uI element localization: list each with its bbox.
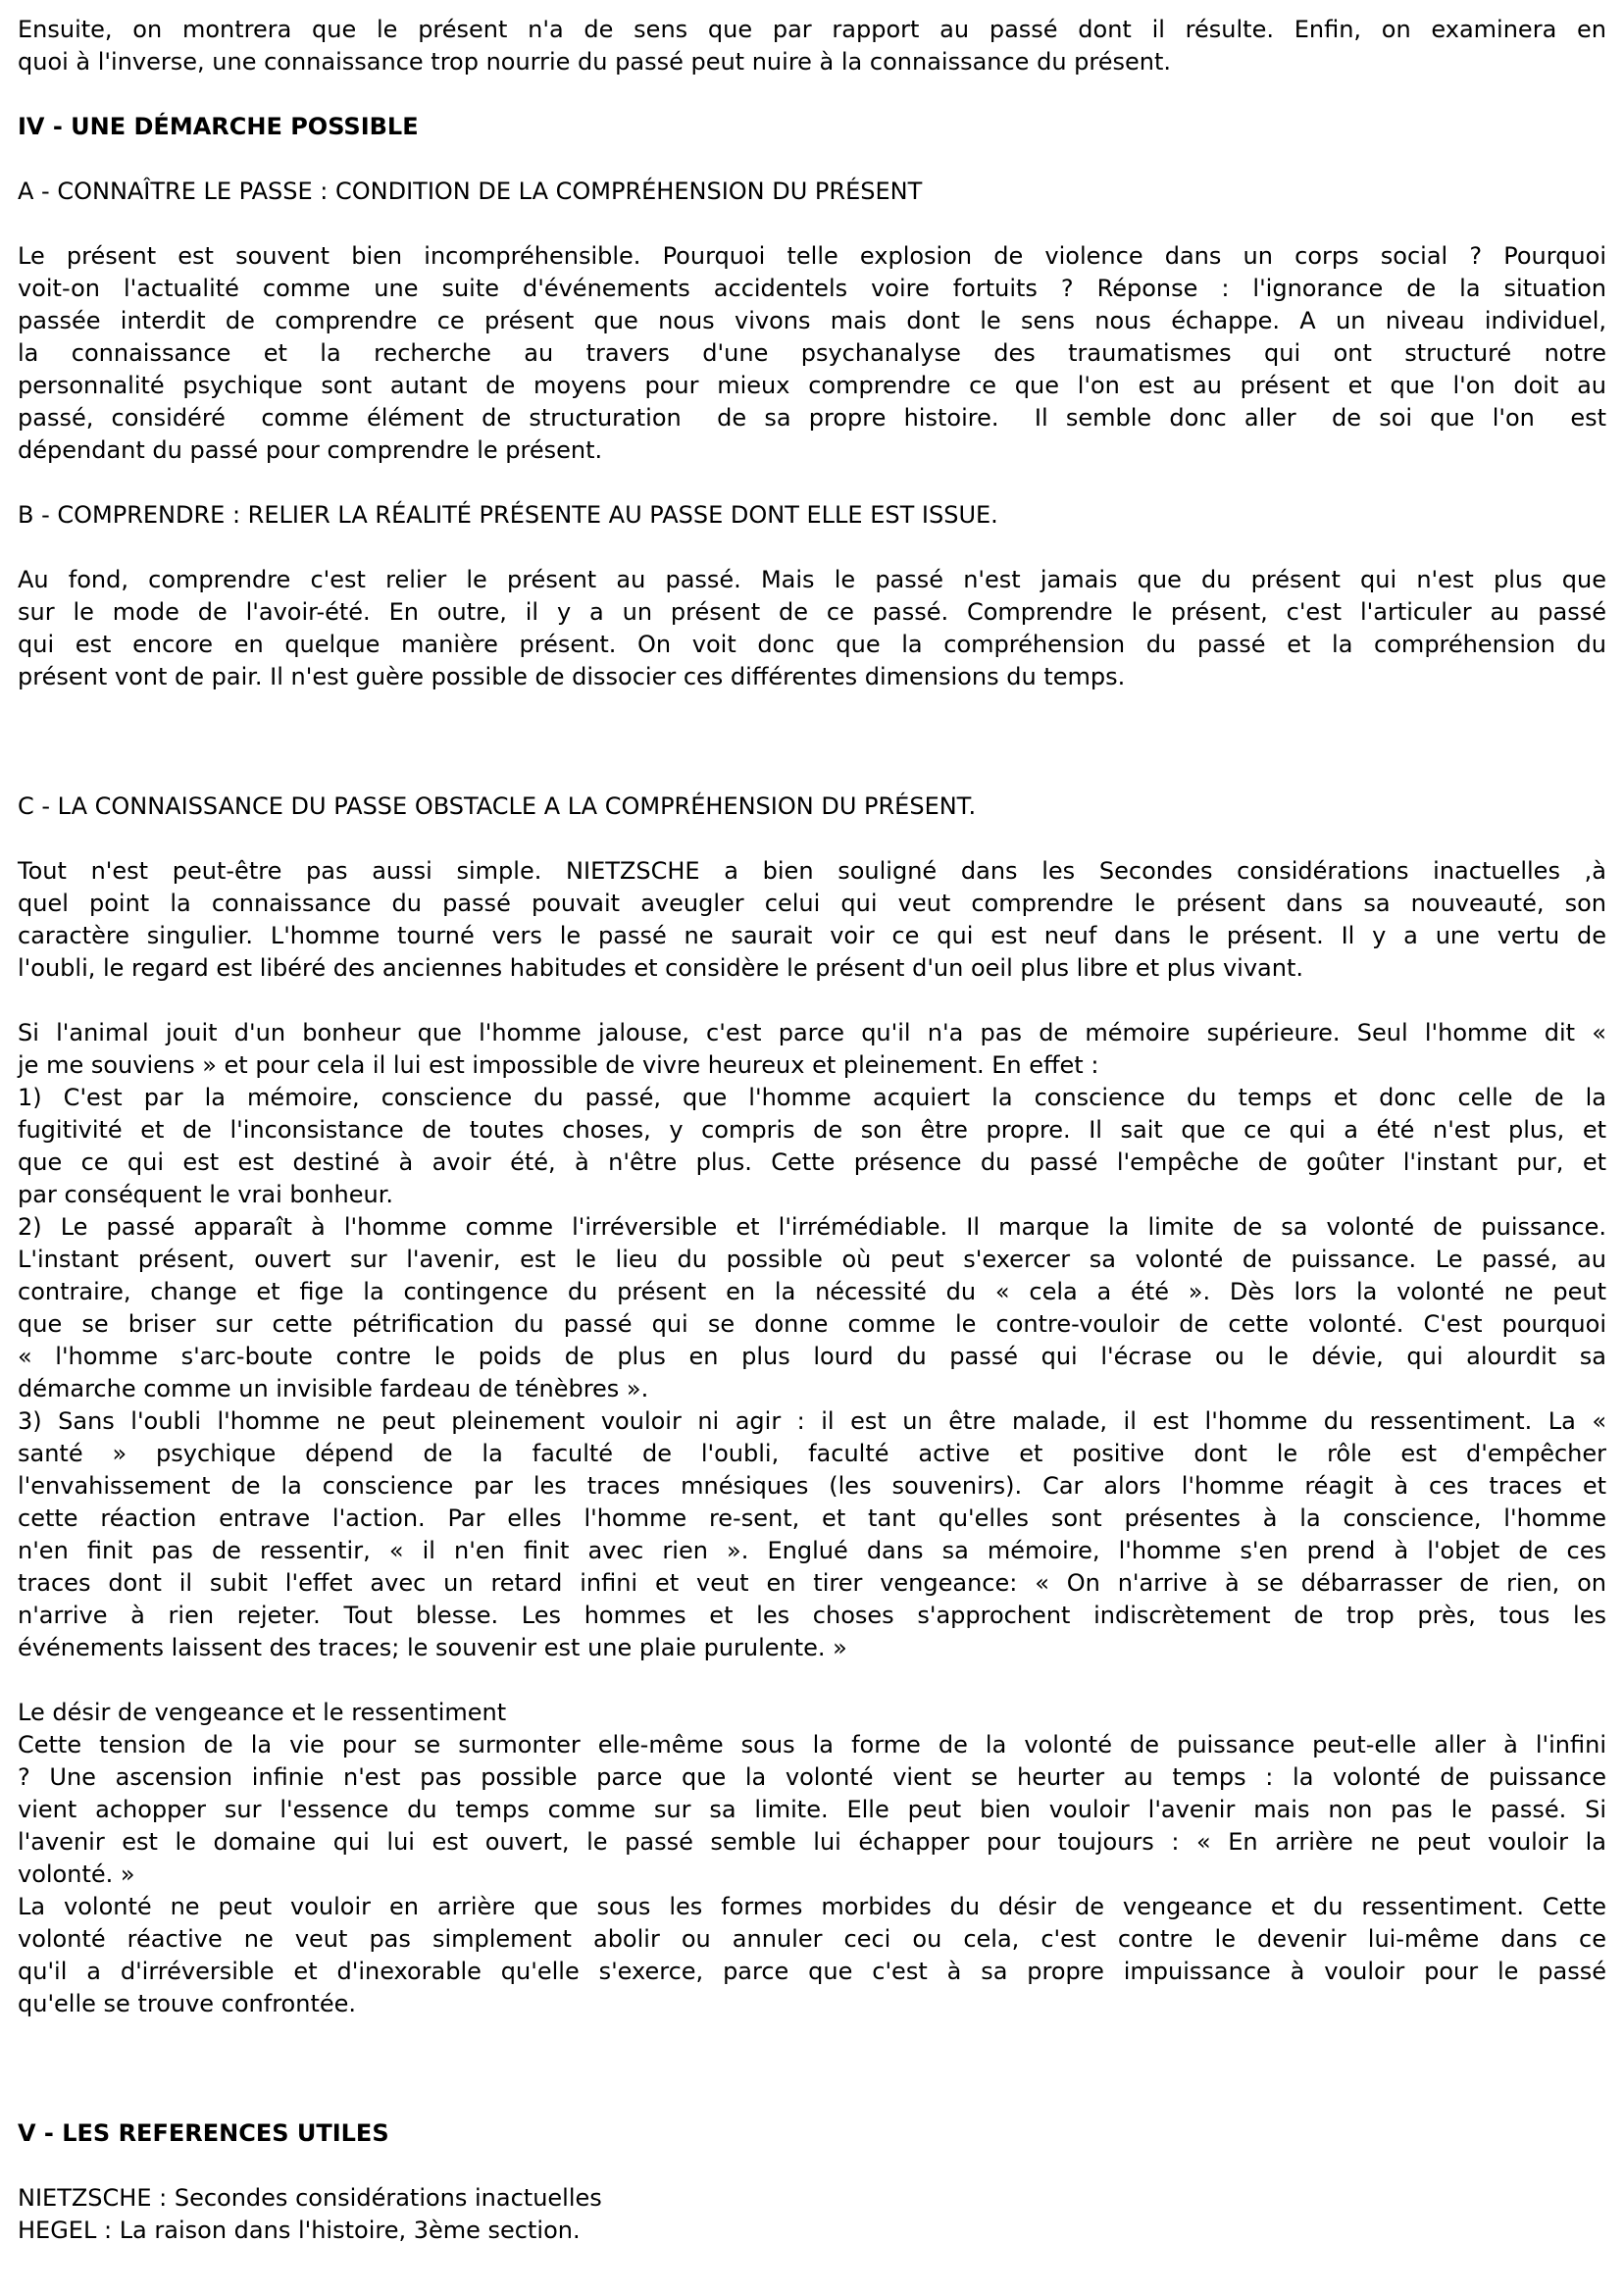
text-line: 2) Le passé apparaît à l'homme comme l'irréversible et l'irrémédiable. Il marque la limite de sa volonté de puissance. bbox=[18, 1213, 1606, 1241]
paragraph bbox=[18, 240, 1606, 467]
text-line: ? Une ascension infinie n'est pas possible parce que la volonté vient se heurter au temps : la volonté de puissance bbox=[18, 1763, 1606, 1791]
text-line: l'envahissement de la conscience par les traces mnésiques (les souvenirs). Car alors l'homme réagit à ces traces et bbox=[18, 1472, 1606, 1500]
text-line: sur le mode de l'avoir-été. En outre, il y a un présent de ce passé. Comprendre le présent, c'est l'articuler au passé bbox=[18, 598, 1606, 626]
text-line: l'avenir est le domaine qui lui est ouvert, le passé semble lui échapper pour toujours : « En arrière ne peut vouloir la bbox=[18, 1828, 1606, 1856]
reference-item: HEGEL : La raison dans l'histoire, 3ème section. bbox=[18, 2217, 581, 2244]
text-line: caractère singulier. L'homme tourné vers le passé ne saurait voir ce qui est neuf dans le présent. Il y a une vertu de bbox=[18, 922, 1606, 949]
text-line: l'oubli, le regard est libéré des anciennes habitudes et considère le présent d'un oeil plus libre et plus vivant. bbox=[18, 954, 1304, 982]
text-line: qu'elle se trouve confrontée. bbox=[18, 1990, 357, 2017]
text-line: par conséquent le vrai bonheur. bbox=[18, 1181, 394, 1208]
text-line: cette réaction entrave l'action. Par elles l'homme re-sent, et tant qu'elles sont présentes à la conscience, l'homme bbox=[18, 1504, 1606, 1532]
text-line: événements laissent des traces; le souvenir est une plaie purulente. » bbox=[18, 1634, 847, 1661]
text-line: La volonté ne peut vouloir en arrière que sous les formes morbides du désir de vengeance et du ressentiment. Cette bbox=[18, 1893, 1606, 1920]
text-line: n'arrive à rien rejeter. Tout blesse. Les hommes et les choses s'approchent indiscrètement de trop près, tous les bbox=[18, 1602, 1606, 1629]
text-line: contraire, change et fige la contingence du présent en la nécessité du « cela a été ». Dès lors la volonté ne peut bbox=[18, 1278, 1606, 1305]
text-line: passée interdit de comprendre ce présent que nous vivons mais dont le sens nous échappe. A un niveau individuel, bbox=[18, 307, 1606, 334]
text-line: 1) C'est par la mémoire, conscience du passé, que l'homme acquiert la conscience du temps et donc celle de la bbox=[18, 1084, 1606, 1111]
text-line: volonté réactive ne veut pas simplement abolir ou annuler ceci ou cela, c'est contre le devenir lui-même dans ce bbox=[18, 1925, 1606, 1953]
text-line: présent vont de pair. Il n'est guère possible de dissocier ces différentes dimensions du temps. bbox=[18, 663, 1126, 690]
paragraph bbox=[18, 1017, 1606, 1664]
reference-list bbox=[18, 2182, 1606, 2247]
text-line: dépendant du passé pour comprendre le présent. bbox=[18, 436, 603, 464]
text-line: Cette tension de la vie pour se surmonter elle-même sous la forme de la volonté de puissance peut-elle aller à l'infini bbox=[18, 1731, 1606, 1759]
paragraph bbox=[18, 564, 1606, 693]
text-line: Le présent est souvent bien incompréhensible. Pourquoi telle explosion de violence dans un corps social ? Pourquoi bbox=[18, 242, 1606, 270]
text-line: la connaissance et la recherche au travers d'une psychanalyse des traumatismes qui ont structuré notre bbox=[18, 339, 1606, 367]
text-line: que se briser sur cette pétrification du passé qui se donne comme le contre-vouloir de cette volonté. C'est pourquoi bbox=[18, 1310, 1606, 1338]
text-line: personnalité psychique sont autant de moyens pour mieux comprendre ce que l'on est au présent et que l'on doit au bbox=[18, 372, 1606, 399]
text-line: voit-on l'actualité comme une suite d'événements accidentels voire fortuits ? Réponse : l'ignorance de la situation bbox=[18, 275, 1606, 302]
text-line: traces dont il subit l'effet avec un retard infini et veut en tirer vengeance: « On n'arrive à se débarrasser de rien, on bbox=[18, 1569, 1606, 1597]
text-line: qui est encore en quelque manière présent. On voit donc que la compréhension du passé et la compréhension du bbox=[18, 631, 1606, 658]
section-title: V - LES REFERENCES UTILES bbox=[18, 2119, 389, 2147]
text-line: Si l'animal jouit d'un bonheur que l'homme jalouse, c'est parce qu'il n'a pas de mémoire supérieure. Seul l'homme dit « bbox=[18, 1019, 1606, 1046]
text-line: Au fond, comprendre c'est relier le présent au passé. Mais le passé n'est jamais que du présent qui n'est plus que bbox=[18, 566, 1606, 593]
text-line: je me souviens » et pour cela il lui est impossible de vivre heureux et pleinement. En effet : bbox=[18, 1051, 1099, 1079]
paragraph bbox=[18, 1697, 1606, 2020]
text-line: Tout n'est peut-être pas aussi simple. NIETZSCHE a bien souligné dans les Secondes considérations inactuelles ,à bbox=[18, 857, 1606, 885]
subsection-heading: A - CONNAÎTRE LE PASSE : CONDITION DE LA COMPRÉHENSION DU PRÉSENT bbox=[18, 178, 923, 205]
text-line: Le désir de vengeance et le ressentiment bbox=[18, 1699, 507, 1726]
text-line: démarche comme un invisible fardeau de ténèbres ». bbox=[18, 1375, 649, 1402]
text-line: quoi à l'inverse, une connaissance trop nourrie du passé peut nuire à la connaissance du présent. bbox=[18, 48, 1172, 76]
text-line: « l'homme s'arc-boute contre le poids de plus en plus lourd du passé qui l'écrase ou le dévie, qui alourdit sa bbox=[18, 1343, 1606, 1370]
text-line: quel point la connaissance du passé pouvait aveugler celui qui veut comprendre le présent dans sa nouveauté, son bbox=[18, 890, 1606, 917]
text-line: qu'il a d'irréversible et d'inexorable qu'elle s'exerce, parce que c'est à sa propre impuissance à vouloir pour le passé bbox=[18, 1958, 1606, 1985]
text-line: fugitivité et de l'inconsistance de toutes choses, y compris de son être propre. Il sait que ce qui a été n'est plus, et bbox=[18, 1116, 1606, 1144]
paragraph bbox=[18, 855, 1606, 985]
text-line: 3) Sans l'oubli l'homme ne peut pleinement vouloir ni agir : il est un être malade, il est l'homme du ressentiment. La « bbox=[18, 1407, 1606, 1435]
text-line: n'en finit pas de ressentir, « il n'en finit avec rien ». Englué dans sa mémoire, l'homme s'en prend à l'objet de ces bbox=[18, 1537, 1606, 1564]
text-line: volonté. » bbox=[18, 1861, 135, 1888]
text-line: passé, considéré comme élément de structuration de sa propre histoire. Il semble donc aller de soi que l'on est bbox=[18, 404, 1606, 432]
text-line: L'instant présent, ouvert sur l'avenir, est le lieu du possible où peut s'exercer sa volonté de puissance. Le passé, au bbox=[18, 1246, 1606, 1273]
subsection-heading: B - COMPRENDRE : RELIER LA RÉALITÉ PRÉSENTE AU PASSE DONT ELLE EST ISSUE. bbox=[18, 501, 998, 529]
text-line: vient achopper sur l'essence du temps comme sur sa limite. Elle peut bien vouloir l'avenir mais non pas le passé. Si bbox=[18, 1796, 1606, 1823]
text-line: santé » psychique dépend de la faculté de l'oubli, faculté active et positive dont le rôle est d'empêcher bbox=[18, 1440, 1606, 1467]
text-line: que ce qui est est destiné à avoir été, à n'être plus. Cette présence du passé l'empêche de goûter l'instant pur, et bbox=[18, 1148, 1606, 1176]
reference-item: NIETZSCHE : Secondes considérations inactuelles bbox=[18, 2184, 602, 2212]
text-line: Ensuite, on montrera que le présent n'a de sens que par rapport au passé dont il résulte. Enfin, on examinera en bbox=[18, 16, 1606, 43]
subsection-heading: C - LA CONNAISSANCE DU PASSE OBSTACLE A LA COMPRÉHENSION DU PRÉSENT. bbox=[18, 792, 977, 820]
section-title: IV - UNE DÉMARCHE POSSIBLE bbox=[18, 113, 419, 140]
